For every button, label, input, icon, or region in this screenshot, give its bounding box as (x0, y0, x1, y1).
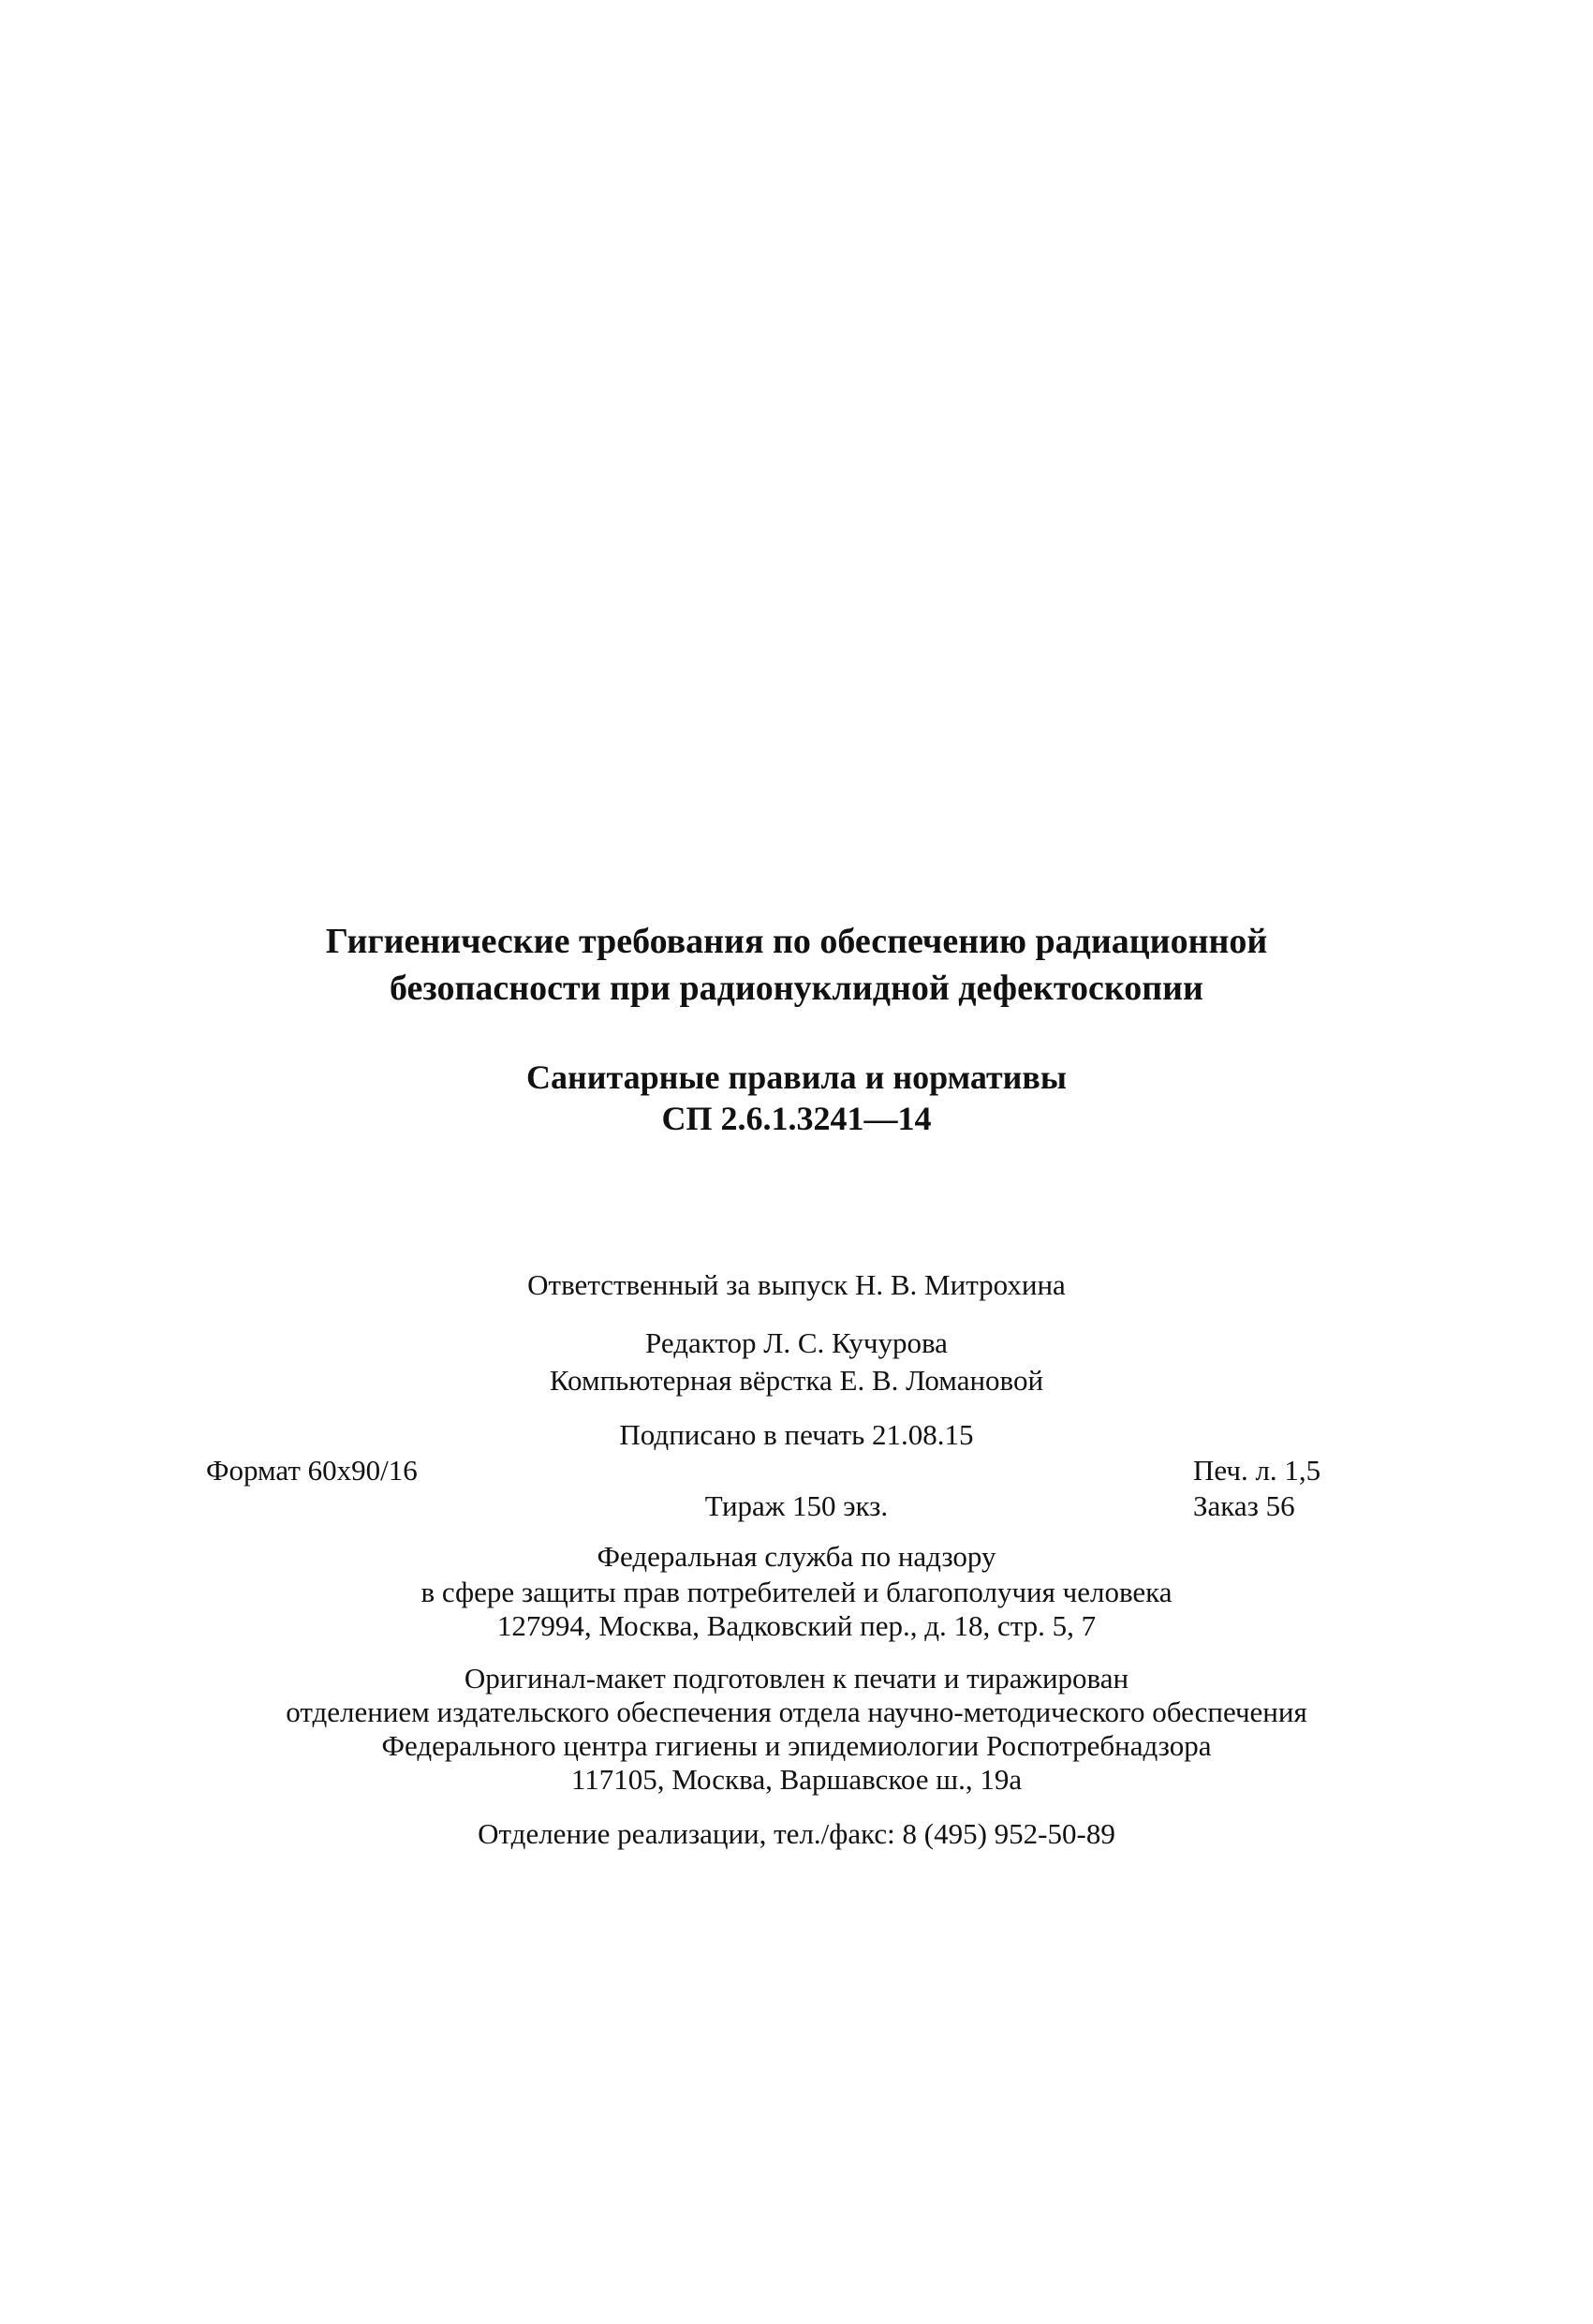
order-number: Заказ 56 (1193, 1489, 1295, 1522)
paper-format: Формат 60x90/16 (206, 1454, 418, 1487)
printer-line-3: Федерального центра гигиены и эпидемиологии Роспотребнадзора (381, 1729, 1212, 1762)
title-line-1: Гигиенические требования по обеспечению радиационной (325, 922, 1268, 961)
printer-line-2: отделением издательского обеспечения отдела научно-методического обеспечения (286, 1695, 1307, 1728)
signed-to-print: Подписано в печать 21.08.15 (619, 1418, 974, 1451)
title-line-2: безопасности при радионуклидной дефектоскопии (390, 969, 1203, 1008)
publisher-address: 127994, Москва, Вадковский пер., д. 18, стр. 5, 7 (496, 1609, 1097, 1642)
subtitle-line-1: Санитарные правила и нормативы (526, 1058, 1067, 1096)
computer-layout: Компьютерная вёрстка Е. В. Ломановой (549, 1364, 1044, 1397)
printer-address: 117105, Москва, Варшавское ш., 19а (570, 1763, 1023, 1796)
publisher-line-1: Федеральная служба по надзору (597, 1540, 996, 1573)
publisher-line-2: в сфере защиты прав потребителей и благополучия человека (420, 1576, 1173, 1608)
circulation: Тираж 150 экз. (704, 1489, 889, 1522)
printer-line-1: Оригинал-макет подготовлен к печати и тиражирован (464, 1662, 1129, 1695)
editor: Редактор Л. С. Кучурова (645, 1326, 948, 1359)
document-code: СП 2.6.1.3241—14 (661, 1100, 932, 1137)
sales-contact: Отделение реализации, тел./факс: 8 (495) 952-50-89 (478, 1817, 1115, 1850)
responsible-for-release: Ответственный за выпуск Н. В. Митрохина (527, 1268, 1066, 1301)
printed-sheets: Печ. л. 1,5 (1193, 1454, 1321, 1487)
